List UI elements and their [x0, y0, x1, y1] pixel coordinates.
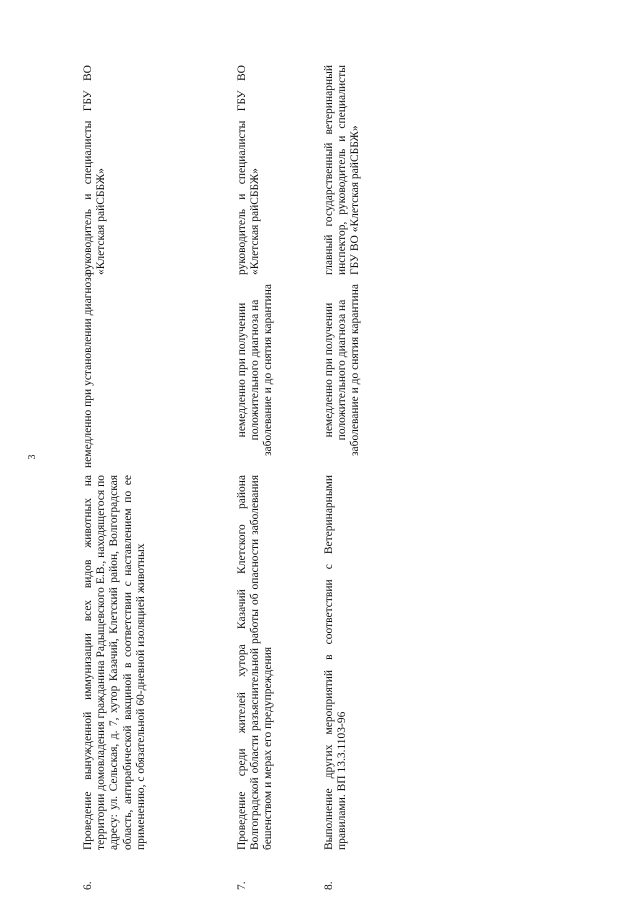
measure-responsible: руководитель и специалисты ГБУ ВО «Клетская райСББЖ»: [236, 65, 262, 275]
measure-description: Проведение среди жителей хутора Казачий Клетского района Волгоградской области разъяснительной работы об опасности заболевания бешенством и мерах его предупреждения: [236, 475, 275, 850]
measures-table: [82, 15, 474, 890]
page-number: 3: [27, 454, 38, 460]
row-number: 7.: [236, 881, 248, 890]
measure-description: Проведение вынужденной иммунизации всех видов животных на территории домовладения гражданина Радыщевского Е.В., находящегося по адресу: ул. Сельская, д. 7, хутор Казачий, Клетский район, Волгоградская область, антирабической вакциной в соответствии с наставлением по ее применению, с обязательной 60-дневной изоляцией животных: [82, 475, 147, 850]
measure-description: Выполнение других мероприятий в соответствии с Ветеринарными правилами. ВП 13.3.1103-96: [323, 475, 349, 850]
measure-term: немедленно при установлении диагноза: [82, 272, 94, 468]
measure-responsible: главный государственный ветеринарный инспектор, руководитель и специалисты ГБУ ВО «Клетская райСББЖ»: [323, 65, 362, 275]
measure-responsible: руководитель и специалисты ГБУ ВО «Клетская райСББЖ»: [82, 65, 108, 275]
measure-term: немедленно при получении положительного диагноза на заболевание и до снятия карантина: [236, 284, 275, 456]
row-number: 6.: [82, 881, 94, 890]
measure-term: немедленно при получении положительного диагноза на заболевание и до снятия карантина: [323, 284, 362, 456]
row-number: 8.: [323, 881, 335, 890]
